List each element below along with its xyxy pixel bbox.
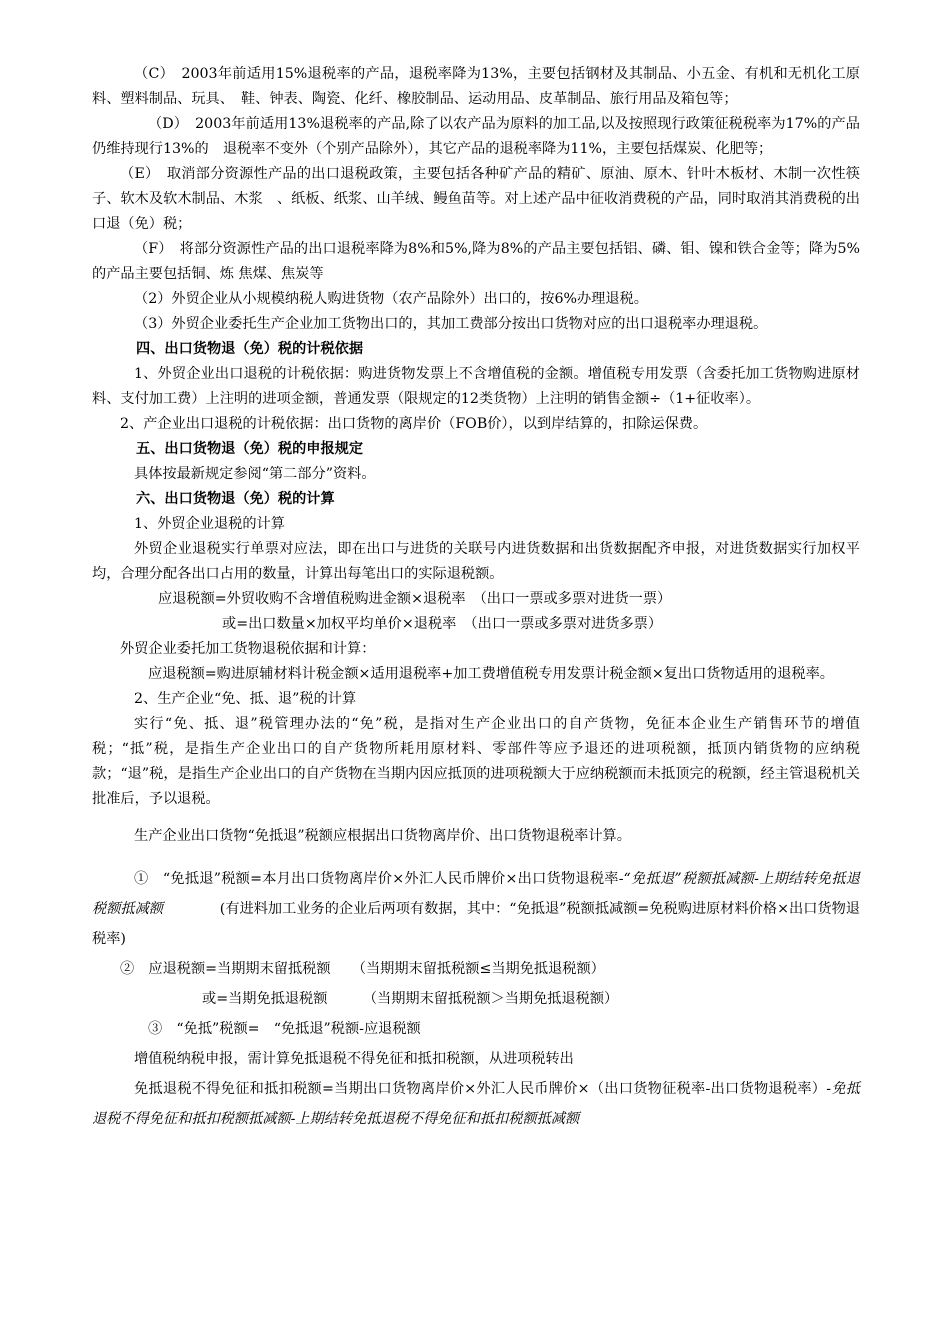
section-5-text: 具体按最新规定参阅“第二部分”资料。 [134, 466, 376, 482]
last-formula-main: 免抵退税不得免征和抵扣税额=当期出口货物离岸价×外汇人民币牌价×（出口货物征税率-出口货物退税率） [134, 1081, 827, 1097]
paragraph-2: （2）外贸企业从小规模纳税人购进货物（农产品除外）出口的，按6%办理退税。 [134, 291, 648, 307]
heading-section-4: 四、出口货物退（免）税的计税依据 [136, 341, 364, 357]
heading-section-5: 五、出口货物退（免）税的申报规定 [136, 441, 364, 457]
paragraph-e: （E） 取消部分资源性产品的出口退税政策，主要包括各种矿产品的精矿、原油、原木、针叶木板材、木制一次性筷子、软木及软木制品、木浆 、纸板、纸浆、山羊绒、鳗鱼苗等。对上述产品中征收消费税的产品，同时取消其消费税的出口退（免）税； [92, 166, 860, 232]
paragraph-f: （F） 将部分资源性产品的出口退税率降为8%和5%,降为8%的产品主要包括铝、磷、钼、镍和铁合金等；降为5%的产品主要包括铜、炼 焦煤、焦炭等 [92, 241, 860, 282]
formula-3: 应退税额=购进原辅材料计税金额×适用退税率+加工费增值税专用发票计税金额×复出口货物适用的退税率。 [148, 666, 834, 682]
calc-item-2b: 或=当期免抵退税额 （当期期末留抵税额＞当期免抵退税额） [202, 991, 619, 1007]
calc-item-2: ② 应退税额=当期期末留抵税额 （当期期末留抵税额≤当期免抵退税额） [120, 961, 605, 977]
vat-note: 增值税纳税申报，需计算免抵退税不得免征和抵扣税额，从进项税转出 [134, 1051, 574, 1067]
paragraph-d: （D） 2003年前适用13%退税率的产品,除了以农产品为原料的加工品,以及按照现行政策征税税率为17%的产品仍维持现行13%的 退税率不变外（个别产品除外），其它产品的退税率降为11%，主要包括煤炭、化肥等； [92, 116, 860, 157]
section-6-2-b: 生产企业出口货物“免抵退”税额应根据出口货物离岸价、出口货物退税率计算。 [134, 828, 631, 844]
formula-1: 应退税额=外贸收购不含增值税购进金额×退税率 （出口一票或多票对进货一票） [158, 591, 672, 607]
calc-item-1 [92, 864, 860, 954]
paragraph-c: （C） 2003年前适用15%退税率的产品，退税率降为13%，主要包括钢材及其制品、小五金、有机和无机化工原料、塑料制品、玩具、 鞋、钟表、陶瓷、化纤、橡胶制品、运动用品、皮革制品、旅行用品及箱包等； [92, 66, 860, 107]
section-6-subheading-1: 1、外贸企业退税的计算 [134, 516, 285, 532]
last-formula-italic: -免抵退税不得免征和抵扣税额抵减额-上期结转免抵退税不得免征和抵扣税额抵减额 [92, 1081, 860, 1127]
section-6-1-text: 外贸企业退税实行单票对应法，即在出口与进货的关联号内进货数据和出货数据配齐申报，对进货数据实行加权平均，合理分配各出口占用的数量，计算出每笔出口的实际退税额。 [92, 541, 860, 582]
calc-item-1-note: (有进料加工业务的企业后两项有数据，其中：“免抵退”税额抵减额=免税购进原材料价格×出口货物退税率) [92, 901, 860, 947]
calc-item-1-main: ① “免抵退”税额=本月出口货物离岸价×外汇人民币牌价×出口货物退税率- [134, 871, 624, 887]
section-6-2-text: 实行“免、抵、退”税管理办法的“免”税，是指对生产企业出口的自产货物，免征本企业生产销售环节的增值税；“抵”税，是指生产企业出口的自产货物所耗用原材料、零部件等应予退还的进项税额，抵顶内销货物的应纳税款；“退”税，是指生产企业出口的自产货物在当期内因应抵顶的进项税额大于应纳税额而未抵顶完的税额，经主管退税机关批准后，予以退税。 [92, 716, 860, 807]
section-4-item-2: 2、产企业出口退税的计税依据：出口货物的离岸价（FOB价），以到岸结算的，扣除运保费。 [120, 416, 708, 432]
heading-section-6: 六、出口货物退（免）税的计算 [136, 491, 335, 507]
formula-2: 或=出口数量×加权平均单价×退税率 （出口一票或多票对进货多票） [222, 616, 663, 632]
document-page [92, 62, 860, 1134]
paragraph-3: （3）外贸企业委托生产企业加工货物出口的，其加工费部分按出口货物对应的出口退税率办理退税。 [134, 316, 768, 332]
last-formula [92, 1074, 860, 1134]
calc-item-3: ③ “免抵”税额= “免抵退”税额-应退税额 [148, 1021, 421, 1037]
section-6-subheading-2: 2、生产企业“免、抵、退”税的计算 [134, 691, 357, 707]
section-6-1-b: 外贸企业委托加工货物退税依据和计算： [120, 641, 376, 657]
section-4-item-1: 1、外贸企业出口退税的计税依据：购进货物发票上不含增值税的金额。增值税专用发票（含委托加工货物购进原材料、支付加工费）上注明的进项金额，普通发票（限规定的12类货物）上注明的销售金额÷（1+征收率）。 [92, 366, 860, 407]
calc-item-1-italic: “免抵退”税额抵减额-上期结转免抵退税额抵减额 [92, 871, 860, 917]
